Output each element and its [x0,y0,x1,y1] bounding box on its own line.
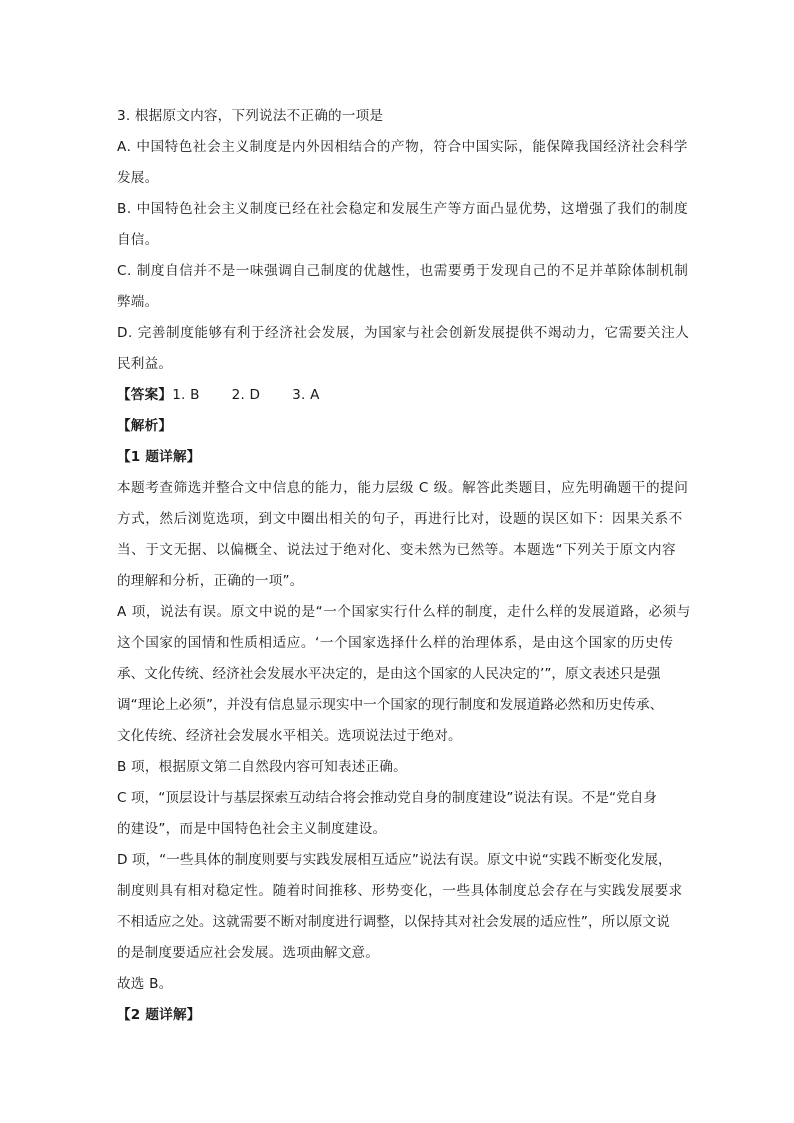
option-d-line-1: D. 完善制度能够有利于经济社会发展，为国家与社会创新发展提供不竭动力，它需要关注人 [117,325,690,341]
option-d-analysis-line-1: D 项，“一些具体的制度则要与实践发展相互适应”说法有误。原文中说“实践不断变化发展， [117,852,672,868]
option-c-line-1: C. 制度自信并不是一味强调自己制度的优越性，也需要勇于发现自己的不足并革除体制机制 [117,263,689,279]
detail-1-para-line-2: 方式，然后浏览选项，到文中圈出相关的句子，再进行比对，设题的误区如下：因果关系不 [117,511,683,527]
option-d-analysis-line-2: 制度则具有相对稳定性。随着时间推移、形势变化，一些具体制度总会存在与实践发展要求 [117,883,683,899]
answer-2: 2. D [231,387,261,403]
option-d-analysis-line-3: 不相适应之处。这就需要不断对制度进行调整，以保持其对社会发展的适应性”，所以原文说 [117,914,670,930]
answer-label: 【答案】 [117,387,173,403]
option-a-analysis-line-3: 承、文化传统、经济社会发展水平决定的，是由这个国家的人民决定的’”，原文表述只是强 [117,666,661,682]
option-a-analysis-line-1: A 项，说法有误。原文中说的是“一个国家实行什么样的制度，走什么样的发展道路，必须与 [117,604,691,620]
answer-line [117,380,683,411]
option-a-analysis-line-4: 调“理论上必须”，并没有信息显示现实中一个国家的现行制度和发展道路必然和历史传承、 [117,697,664,713]
detail-1-para-line-1: 本题考查筛选并整合文中信息的能力，能力层级 C 级。解答此类题目，应先明确题干的提问 [117,480,689,496]
option-a-analysis-line-2: 这个国家的国情和性质相适应。‘一个国家选择什么样的治理体系，是由这个国家的历史传 [117,635,674,651]
answer-1: 1. B [172,387,200,403]
answer-3: 3. A [292,387,320,403]
detail-1-para-line-4: 的理解和分析，正确的一项”。 [117,573,304,589]
option-a-line-1: A. 中国特色社会主义制度是内外因相结合的产物，符合中国实际，能保障我国经济社会科学 [117,139,688,155]
option-d-analysis-line-4: 的是制度要适应社会发展。选项曲解文意。 [117,945,380,961]
option-b-analysis-line-1: B 项，根据原文第二自然段内容可知表述正确。 [117,759,407,775]
option-b-line-1: B. 中国特色社会主义制度已经在社会稳定和发展生产等方面凸显优势，这增强了我们的制度 [117,201,689,217]
option-b-line-2: 自信。 [117,232,159,248]
option-c-line-2: 弊端。 [117,294,159,310]
analysis-label: 【解析】 [117,418,173,434]
detail-1-para-line-3: 当、于文无据、以偏概全、说法过于绝对化、变未然为已然等。本题选“下列关于原文内容 [117,542,677,558]
option-c-analysis-line-2: 的建设”，而是中国特色社会主义制度建设。 [117,821,387,837]
detail-2-heading: 【2 题详解】 [117,1007,201,1023]
option-a-analysis-line-5: 文化传统、经济社会发展水平相关。选项说法过于绝对。 [117,728,462,744]
option-a-line-2: 发展。 [117,170,159,186]
page-content [117,101,691,1031]
option-c-analysis-line-1: C 项，“顶层设计与基层探索互动结合将会推动党自身的制度建设”说法有误。不是“党自身 [117,790,658,806]
detail-1-heading: 【1 题详解】 [117,449,201,465]
conclusion-line: 故选 B。 [117,976,173,992]
option-d-line-2: 民利益。 [117,356,173,372]
question-3-stem: 3. 根据原文内容，下列说法不正确的一项是 [117,108,384,124]
